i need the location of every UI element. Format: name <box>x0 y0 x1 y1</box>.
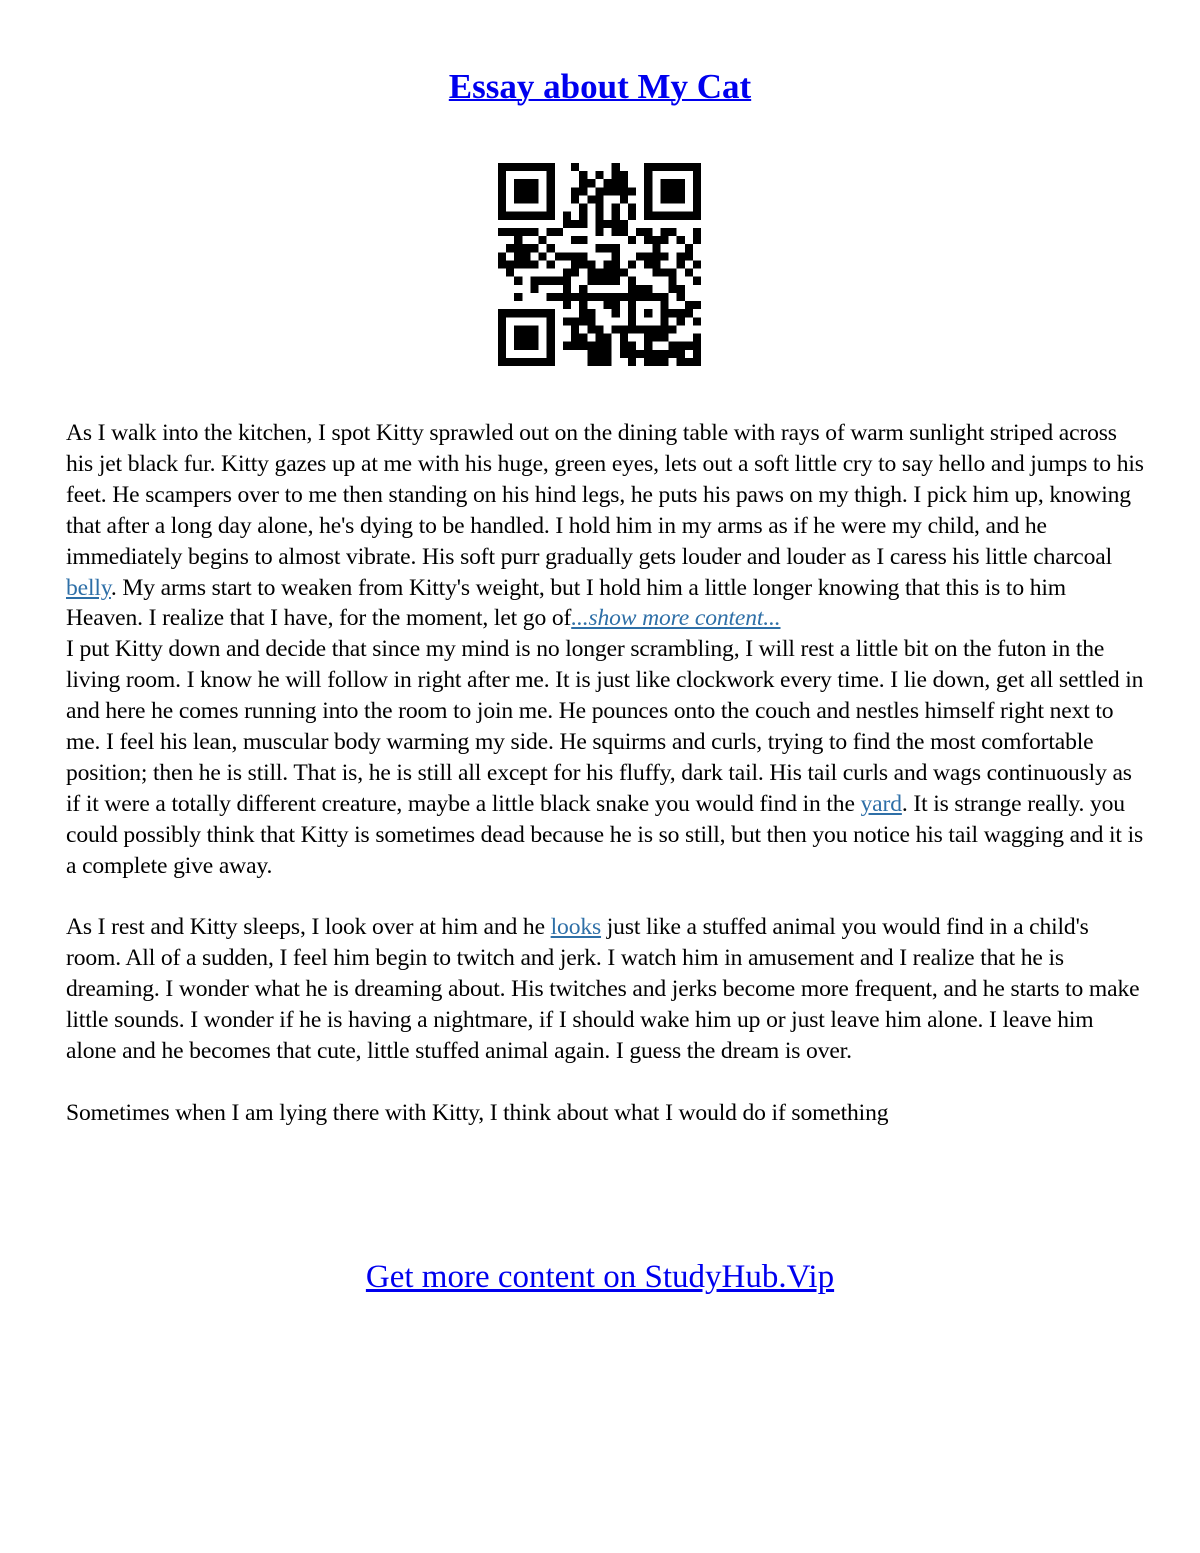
qr-code-icon <box>498 163 701 366</box>
link-yard[interactable]: yard <box>860 790 902 817</box>
paragraph-2-text-a: I put Kitty down and decide that since my mind is no longer scrambling, I will rest a little bit on the futon in the living room. I know he will follow in right after me. It is just like clockwork every time. I lie down, get all settled in and here he comes running into the room to join me. He pounces onto the couch and nestles himself right next to me. I feel his lean, muscular body warming my side. He squirms and curls, trying to find the most comfortable position; then he is still. That is, he is still all except for his fluffy, dark tail. His tail curls and wags continuously as if it were a totally different creature, maybe a little black snake you would find in the <box>66 636 1144 817</box>
paragraph-4 <box>66 1098 1146 1129</box>
qr-code-graphic <box>498 163 701 366</box>
show-more-content-link[interactable]: ...show more content... <box>571 605 781 632</box>
paragraph-4-text: Sometimes when I am lying there with Kitty, I think about what I would do if something <box>66 1099 889 1126</box>
paragraph-3-text-a: As I rest and Kitty sleeps, I look over at him and he <box>66 914 551 941</box>
footer <box>0 1256 1200 1298</box>
page-title <box>0 66 1200 108</box>
paragraph-2 <box>66 634 1146 881</box>
essay-body <box>66 418 1146 1129</box>
paragraph-1-text-b: . My arms start to weaken from Kitty's weight, but I hold him a little longer knowing that this is to him Heaven. I realize that I have, for the moment, let go of <box>66 574 1066 632</box>
link-belly[interactable]: belly <box>66 574 111 601</box>
paragraph-1 <box>66 418 1146 634</box>
paragraph-3-text-b: just like a stuffed animal you would find in a child's room. All of a sudden, I feel him begin to twitch and jerk. I watch him in amusement and I realize that he is dreaming. I wonder what he is dreaming about. His twitches and jerks become more frequent, and he starts to make little sounds. I wonder if he is having a nightmare, if I should wake him up or just leave him alone. I leave him alone and he becomes that cute, little stuffed animal again. I guess the dream is over. <box>66 914 1140 1065</box>
paragraph-2-text-b: . It is strange really. you could possibly think that Kitty is sometimes dead because he is so still, but then you notice his tail wagging and it is a complete give away. <box>66 790 1144 879</box>
paragraph-1-text-a: As I walk into the kitchen, I spot Kitty sprawled out on the dining table with rays of warm sunlight striped across his jet black fur. Kitty gazes up at me with his huge, green eyes, lets out a soft little cry to say hello and jumps to his feet. He scampers over to me then standing on his hind legs, he puts his paws on my thigh. I pick him up, knowing that after a long day alone, he's dying to be handled. I hold him in my arms as if he were my child, and he immediately begins to almost vibrate. His soft purr gradually gets louder and louder as I caress his little charcoal <box>66 420 1144 570</box>
get-more-content-link[interactable]: Get more content on StudyHub.Vip <box>365 1259 835 1295</box>
title-link[interactable]: Essay about My Cat <box>448 67 752 106</box>
paragraph-3 <box>66 912 1146 1067</box>
link-looks[interactable]: looks <box>550 914 602 941</box>
